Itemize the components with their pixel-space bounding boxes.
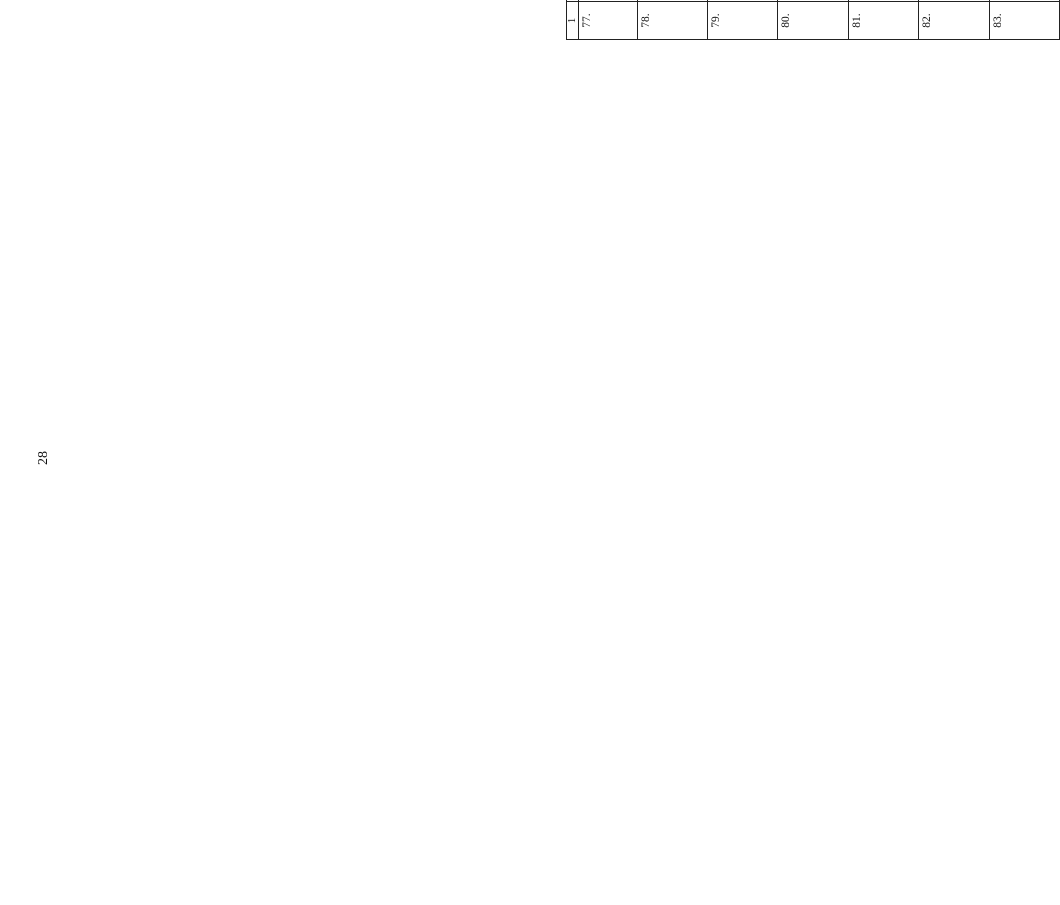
header-row: [567, 0, 579, 40]
municipality-cell: [637, 0, 707, 2]
header-col-1: 1: [567, 2, 579, 40]
row-number: 77.: [579, 2, 638, 40]
table-row: [708, 0, 778, 40]
row-number: 79.: [708, 2, 778, 40]
row-number: 82.: [919, 2, 989, 40]
table-row: [778, 0, 848, 40]
page-number: 28: [36, 451, 51, 465]
row-number: 78.: [637, 2, 707, 40]
rotated-table-container: [566, 0, 1060, 40]
row-number: 80.: [778, 2, 848, 40]
table-row: [637, 0, 707, 40]
table-row: [989, 0, 1059, 40]
header-col-2: [567, 0, 579, 2]
municipality-cell: [919, 0, 989, 2]
table-row: [919, 0, 989, 40]
municipality-cell: [708, 0, 778, 2]
municipality-cell: [848, 0, 918, 2]
contacts-table: [566, 0, 1060, 40]
row-number: 83.: [989, 2, 1059, 40]
row-number: 81.: [848, 2, 918, 40]
table-row: [848, 0, 918, 40]
municipality-cell: [778, 0, 848, 2]
municipality-cell: [989, 0, 1059, 2]
municipality-cell: [579, 0, 638, 2]
table-row: [579, 0, 638, 40]
